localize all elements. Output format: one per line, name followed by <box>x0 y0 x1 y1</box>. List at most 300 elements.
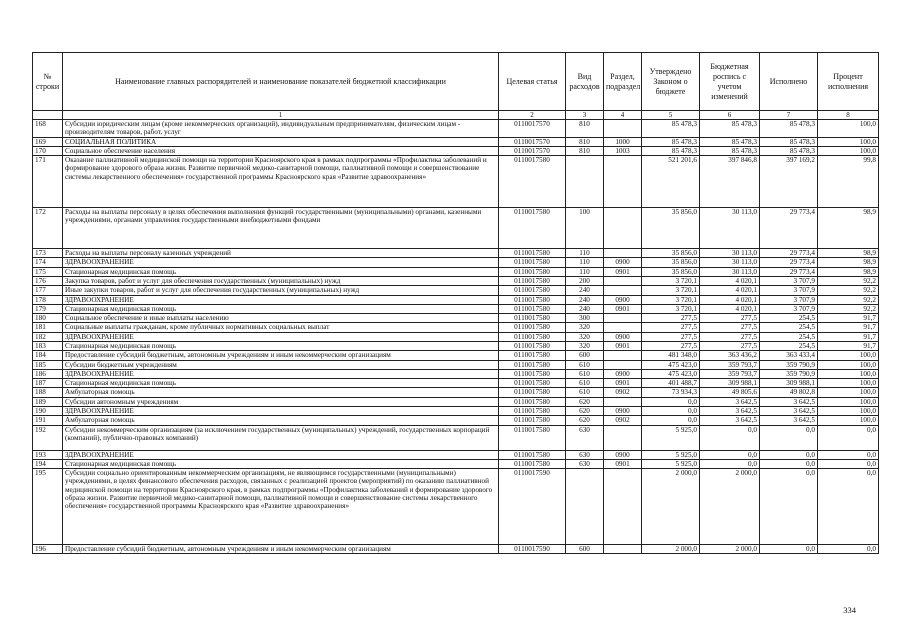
section-cell: 0901 <box>604 341 642 350</box>
budget-schedule-cell: 309 988,1 <box>700 379 760 388</box>
header-name: Наименование главных распорядителей и наименование показателей бюджетной классификации <box>63 53 499 111</box>
executed-cell: 3 642,5 <box>760 406 818 415</box>
executed-cell: 397 169,2 <box>760 156 818 208</box>
budget-schedule-cell: 3 642,5 <box>700 416 760 425</box>
executed-cell: 0,0 <box>760 425 818 450</box>
row-number-cell: 181 <box>33 323 63 332</box>
table-row <box>33 406 879 415</box>
target-article-cell: 0110017580 <box>499 323 566 332</box>
executed-cell: 359 790,9 <box>760 360 818 369</box>
percent-cell: 92,2 <box>818 304 879 313</box>
row-number-cell: 176 <box>33 277 63 286</box>
table-row <box>33 397 879 406</box>
target-article-cell: 0110017580 <box>499 277 566 286</box>
section-cell: 0901 <box>604 379 642 388</box>
percent-cell: 100,0 <box>818 416 879 425</box>
section-cell <box>604 120 642 138</box>
approved-cell: 0,0 <box>642 406 700 415</box>
column-number-row <box>33 111 879 120</box>
row-number-cell: 171 <box>33 156 63 208</box>
table-row <box>33 416 879 425</box>
approved-cell: 2 000,0 <box>642 545 700 554</box>
row-number-cell: 195 <box>33 469 63 545</box>
executed-cell: 29 773,4 <box>760 249 818 258</box>
executed-cell: 49 802,8 <box>760 388 818 397</box>
header-executed: Исполнено <box>760 53 818 111</box>
expense-type-cell: 610 <box>566 360 604 369</box>
executed-cell: 359 790,9 <box>760 369 818 378</box>
header-approved: Утверждено Законом о бюджете <box>642 53 700 111</box>
row-number-cell: 168 <box>33 120 63 138</box>
executed-cell: 29 773,4 <box>760 267 818 276</box>
table-row <box>33 258 879 267</box>
budget-schedule-cell: 359 793,7 <box>700 369 760 378</box>
column-number: 1 <box>63 111 499 120</box>
percent-cell: 0,0 <box>818 459 879 468</box>
executed-cell: 363 433,4 <box>760 351 818 360</box>
row-number-cell: 192 <box>33 425 63 450</box>
header-percent: Процент исполнения <box>818 53 879 111</box>
target-article-cell: 0110017580 <box>499 156 566 208</box>
column-number: 6 <box>700 111 760 120</box>
name-cell: Амбулаторная помощь <box>63 388 499 397</box>
target-article-cell: 0110017570 <box>499 146 566 155</box>
percent-cell: 0,0 <box>818 450 879 459</box>
executed-cell: 309 988,1 <box>760 379 818 388</box>
header-expense-type: Вид расходов <box>566 53 604 111</box>
row-number-cell: 169 <box>33 137 63 146</box>
percent-cell: 100,0 <box>818 351 879 360</box>
row-number-cell: 191 <box>33 416 63 425</box>
name-cell: Иные закупки товаров, работ и услуг для обеспечения государственных (муниципальных) нужд <box>63 286 499 295</box>
percent-cell: 91,7 <box>818 314 879 323</box>
executed-cell: 254,5 <box>760 332 818 341</box>
name-cell: Стационарная медицинская помощь <box>63 379 499 388</box>
approved-cell: 3 720,1 <box>642 304 700 313</box>
budget-schedule-cell: 30 113,0 <box>700 267 760 276</box>
target-article-cell: 0110017580 <box>499 249 566 258</box>
header-row-number: № строки <box>33 53 63 111</box>
table-row <box>33 314 879 323</box>
expense-type-cell: 610 <box>566 388 604 397</box>
approved-cell: 3 720,1 <box>642 277 700 286</box>
header-section: Раздел, подраздел <box>604 53 642 111</box>
section-cell: 0900 <box>604 369 642 378</box>
expense-type-cell: 320 <box>566 341 604 350</box>
table-row <box>33 208 879 249</box>
column-number: 4 <box>604 111 642 120</box>
target-article-cell: 0110017580 <box>499 360 566 369</box>
table-row <box>33 351 879 360</box>
approved-cell: 481 348,0 <box>642 351 700 360</box>
target-article-cell: 0110017580 <box>499 406 566 415</box>
executed-cell: 254,5 <box>760 323 818 332</box>
target-article-cell: 0110017590 <box>499 545 566 554</box>
name-cell: Субсидии юридическим лицам (кроме некоммерческих организаций), индивидуальным предпринимателям, физическим лицам - производителям товаров, работ, услуг <box>63 120 499 138</box>
target-article-cell: 0110017580 <box>499 369 566 378</box>
percent-cell: 100,0 <box>818 397 879 406</box>
executed-cell: 254,5 <box>760 341 818 350</box>
table-row <box>33 545 879 554</box>
row-number-cell: 194 <box>33 459 63 468</box>
executed-cell: 85 478,3 <box>760 146 818 155</box>
budget-schedule-cell: 2 000,0 <box>700 545 760 554</box>
section-cell: 1003 <box>604 146 642 155</box>
approved-cell: 277,5 <box>642 314 700 323</box>
percent-cell: 98,9 <box>818 208 879 249</box>
name-cell: Стационарная медицинская помощь <box>63 341 499 350</box>
approved-cell: 85 478,3 <box>642 146 700 155</box>
name-cell: Субсидии бюджетным учреждениям <box>63 360 499 369</box>
percent-cell: 92,2 <box>818 295 879 304</box>
column-number: 5 <box>642 111 700 120</box>
percent-cell: 100,0 <box>818 369 879 378</box>
percent-cell: 98,9 <box>818 249 879 258</box>
percent-cell: 0,0 <box>818 545 879 554</box>
approved-cell: 0,0 <box>642 397 700 406</box>
expense-type-cell: 630 <box>566 459 604 468</box>
table-row <box>33 137 879 146</box>
percent-cell: 91,7 <box>818 323 879 332</box>
name-cell: Предоставление субсидий бюджетным, автономным учреждениям и иным некоммерческим организациям <box>63 545 499 554</box>
section-cell: 0900 <box>604 295 642 304</box>
budget-schedule-cell: 30 113,0 <box>700 258 760 267</box>
executed-cell: 3 642,5 <box>760 416 818 425</box>
executed-cell: 29 773,4 <box>760 258 818 267</box>
name-cell: Субсидии автономным учреждениям <box>63 397 499 406</box>
name-cell: Социальное обеспечение населения <box>63 146 499 155</box>
row-number-cell: 177 <box>33 286 63 295</box>
approved-cell: 5 925,0 <box>642 459 700 468</box>
percent-cell: 0,0 <box>818 425 879 450</box>
table-body <box>33 120 879 554</box>
name-cell: Субсидии некоммерческим организациям (за исключением государственных (муниципальных) учреждений, государственных корпораций (компаний), публично-правовых компаний) <box>63 425 499 450</box>
executed-cell: 3 707,9 <box>760 286 818 295</box>
row-number-cell: 182 <box>33 332 63 341</box>
approved-cell: 401 488,7 <box>642 379 700 388</box>
approved-cell: 73 934,3 <box>642 388 700 397</box>
approved-cell: 277,5 <box>642 341 700 350</box>
section-cell: 0900 <box>604 406 642 415</box>
target-article-cell: 0110017580 <box>499 341 566 350</box>
budget-schedule-cell: 277,5 <box>700 314 760 323</box>
executed-cell: 3 707,9 <box>760 277 818 286</box>
expense-type-cell: 320 <box>566 323 604 332</box>
expense-type-cell: 110 <box>566 267 604 276</box>
target-article-cell: 0110017580 <box>499 351 566 360</box>
section-cell <box>604 314 642 323</box>
approved-cell: 85 478,3 <box>642 137 700 146</box>
column-number: 3 <box>566 111 604 120</box>
row-number-cell: 185 <box>33 360 63 369</box>
budget-schedule-cell: 30 113,0 <box>700 249 760 258</box>
table-row <box>33 304 879 313</box>
approved-cell: 521 201,6 <box>642 156 700 208</box>
approved-cell: 35 856,0 <box>642 267 700 276</box>
target-article-cell: 0110017580 <box>499 332 566 341</box>
table-row <box>33 146 879 155</box>
section-cell: 1000 <box>604 137 642 146</box>
approved-cell: 2 000,0 <box>642 469 700 545</box>
section-cell <box>604 249 642 258</box>
budget-schedule-cell: 85 478,3 <box>700 120 760 138</box>
name-cell: Стационарная медицинская помощь <box>63 304 499 313</box>
executed-cell: 3 707,9 <box>760 304 818 313</box>
name-cell: ЗДРАВООХРАНЕНИЕ <box>63 295 499 304</box>
executed-cell: 254,5 <box>760 314 818 323</box>
target-article-cell: 0110017580 <box>499 314 566 323</box>
target-article-cell: 0110017580 <box>499 295 566 304</box>
column-number <box>33 111 63 120</box>
target-article-cell: 0110017580 <box>499 379 566 388</box>
executed-cell: 85 478,3 <box>760 120 818 138</box>
executed-cell: 3 707,9 <box>760 295 818 304</box>
row-number-cell: 184 <box>33 351 63 360</box>
column-number: 7 <box>760 111 818 120</box>
expense-type-cell <box>566 156 604 208</box>
budget-schedule-cell: 3 642,5 <box>700 406 760 415</box>
expense-type-cell: 610 <box>566 369 604 378</box>
percent-cell: 99,8 <box>818 156 879 208</box>
percent-cell: 100,0 <box>818 360 879 369</box>
row-number-cell: 183 <box>33 341 63 350</box>
percent-cell: 100,0 <box>818 137 879 146</box>
budget-schedule-cell: 0,0 <box>700 459 760 468</box>
target-article-cell: 0110017580 <box>499 258 566 267</box>
percent-cell: 91,7 <box>818 332 879 341</box>
budget-schedule-cell: 30 113,0 <box>700 208 760 249</box>
row-number-cell: 174 <box>33 258 63 267</box>
row-number-cell: 193 <box>33 450 63 459</box>
table-row <box>33 369 879 378</box>
name-cell: Расходы на выплаты персоналу казенных учреждений <box>63 249 499 258</box>
table-row <box>33 295 879 304</box>
row-number-cell: 196 <box>33 545 63 554</box>
name-cell: ЗДРАВООХРАНЕНИЕ <box>63 332 499 341</box>
row-number-cell: 179 <box>33 304 63 313</box>
budget-schedule-cell: 277,5 <box>700 341 760 350</box>
column-number: 2 <box>499 111 566 120</box>
budget-schedule-cell: 85 478,3 <box>700 146 760 155</box>
target-article-cell: 0110017580 <box>499 450 566 459</box>
row-number-cell: 180 <box>33 314 63 323</box>
name-cell: Социальные выплаты гражданам, кроме публичных нормативных социальных выплат <box>63 323 499 332</box>
table-row <box>33 360 879 369</box>
executed-cell: 0,0 <box>760 469 818 545</box>
approved-cell: 3 720,1 <box>642 295 700 304</box>
section-cell <box>604 286 642 295</box>
executed-cell: 0,0 <box>760 459 818 468</box>
budget-schedule-cell: 4 020,1 <box>700 277 760 286</box>
row-number-cell: 178 <box>33 295 63 304</box>
target-article-cell: 0110017580 <box>499 208 566 249</box>
expense-type-cell: 810 <box>566 137 604 146</box>
section-cell <box>604 360 642 369</box>
expense-type-cell: 600 <box>566 545 604 554</box>
target-article-cell: 0110017580 <box>499 286 566 295</box>
percent-cell: 92,2 <box>818 286 879 295</box>
expense-type-cell: 300 <box>566 314 604 323</box>
executed-cell: 3 642,5 <box>760 397 818 406</box>
row-number-cell: 188 <box>33 388 63 397</box>
expense-type-cell <box>566 469 604 545</box>
name-cell: ЗДРАВООХРАНЕНИЕ <box>63 406 499 415</box>
row-number-cell: 170 <box>33 146 63 155</box>
table-row <box>33 459 879 468</box>
percent-cell: 100,0 <box>818 388 879 397</box>
expense-type-cell: 240 <box>566 286 604 295</box>
name-cell: СОЦИАЛЬНАЯ ПОЛИТИКА <box>63 137 499 146</box>
section-cell <box>604 425 642 450</box>
table-header-row <box>33 53 879 111</box>
percent-cell: 91,7 <box>818 341 879 350</box>
section-cell <box>604 397 642 406</box>
budget-schedule-cell: 359 793,7 <box>700 360 760 369</box>
approved-cell: 35 856,0 <box>642 208 700 249</box>
budget-schedule-cell: 277,5 <box>700 323 760 332</box>
row-number-cell: 173 <box>33 249 63 258</box>
name-cell: ЗДРАВООХРАНЕНИЕ <box>63 450 499 459</box>
row-number-cell: 187 <box>33 379 63 388</box>
budget-schedule-cell: 277,5 <box>700 332 760 341</box>
name-cell: Стационарная медицинская помощь <box>63 459 499 468</box>
column-number: 8 <box>818 111 879 120</box>
budget-schedule-cell: 0,0 <box>700 450 760 459</box>
expense-type-cell: 200 <box>566 277 604 286</box>
row-number-cell: 186 <box>33 369 63 378</box>
approved-cell: 5 925,0 <box>642 450 700 459</box>
expense-type-cell: 620 <box>566 397 604 406</box>
table-row <box>33 379 879 388</box>
percent-cell: 92,2 <box>818 277 879 286</box>
approved-cell: 3 720,1 <box>642 286 700 295</box>
expense-type-cell: 100 <box>566 208 604 249</box>
header-budget-schedule: Бюджетная роспись с учетом изменений <box>700 53 760 111</box>
expense-type-cell: 810 <box>566 120 604 138</box>
budget-schedule-cell: 397 846,8 <box>700 156 760 208</box>
executed-cell: 29 773,4 <box>760 208 818 249</box>
approved-cell: 277,5 <box>642 323 700 332</box>
percent-cell: 0,0 <box>818 469 879 545</box>
row-number-cell: 189 <box>33 397 63 406</box>
table-row <box>33 323 879 332</box>
expense-type-cell: 600 <box>566 351 604 360</box>
approved-cell: 277,5 <box>642 332 700 341</box>
header-target-article: Целевая статья <box>499 53 566 111</box>
budget-schedule-cell: 49 805,6 <box>700 388 760 397</box>
section-cell <box>604 277 642 286</box>
target-article-cell: 0110017580 <box>499 397 566 406</box>
approved-cell: 475 423,0 <box>642 360 700 369</box>
budget-schedule-cell: 4 020,1 <box>700 304 760 313</box>
section-cell: 0900 <box>604 450 642 459</box>
executed-cell: 0,0 <box>760 450 818 459</box>
approved-cell: 35 856,0 <box>642 249 700 258</box>
percent-cell: 100,0 <box>818 120 879 138</box>
section-cell: 0902 <box>604 416 642 425</box>
name-cell: ЗДРАВООХРАНЕНИЕ <box>63 258 499 267</box>
section-cell: 0901 <box>604 304 642 313</box>
table-row <box>33 332 879 341</box>
approved-cell: 475 423,0 <box>642 369 700 378</box>
row-number-cell: 172 <box>33 208 63 249</box>
target-article-cell: 0110017580 <box>499 304 566 313</box>
name-cell: Оказание паллиативной медицинской помощи на территории Красноярского края в рамках подпрограммы «Профилактика заболеваний и формирование здорового образа жизни. Развитие первичной медико-санитарной помощи, паллиативной помощи и совершенствование системы лекарственного обеспечения» государственной программы Красноярского края «Развитие здравоохранения» <box>63 156 499 208</box>
approved-cell: 0,0 <box>642 416 700 425</box>
approved-cell: 35 856,0 <box>642 258 700 267</box>
expense-type-cell: 110 <box>566 249 604 258</box>
section-cell <box>604 323 642 332</box>
percent-cell: 98,9 <box>818 267 879 276</box>
budget-schedule-cell: 85 478,3 <box>700 137 760 146</box>
table-row <box>33 120 879 138</box>
table-row <box>33 469 879 545</box>
target-article-cell: 0110017580 <box>499 267 566 276</box>
target-article-cell: 0110017580 <box>499 416 566 425</box>
page-number: 334 <box>843 605 856 615</box>
section-cell <box>604 469 642 545</box>
table-row <box>33 156 879 208</box>
budget-schedule-cell: 3 642,5 <box>700 397 760 406</box>
section-cell <box>604 156 642 208</box>
target-article-cell: 0110017580 <box>499 388 566 397</box>
table-row <box>33 277 879 286</box>
expense-type-cell: 630 <box>566 450 604 459</box>
section-cell: 0900 <box>604 258 642 267</box>
budget-schedule-cell: 363 436,2 <box>700 351 760 360</box>
section-cell <box>604 545 642 554</box>
target-article-cell: 0110017580 <box>499 459 566 468</box>
name-cell: Расходы на выплаты персоналу в целях обеспечения выполнения функций государственными (муниципальными) органами, казенными учреждениями, органами управления государственными внебюджетными фондами <box>63 208 499 249</box>
name-cell: Закупка товаров, работ и услуг для обеспечения государственных (муниципальных) нужд <box>63 277 499 286</box>
name-cell: Амбулаторная помощь <box>63 416 499 425</box>
budget-table <box>32 52 879 554</box>
section-cell: 0902 <box>604 388 642 397</box>
section-cell: 0901 <box>604 459 642 468</box>
name-cell: Социальное обеспечение и иные выплаты населению <box>63 314 499 323</box>
budget-schedule-cell: 4 020,1 <box>700 295 760 304</box>
target-article-cell: 0110017570 <box>499 120 566 138</box>
expense-type-cell: 810 <box>566 146 604 155</box>
table-row <box>33 249 879 258</box>
table-row <box>33 450 879 459</box>
approved-cell: 85 478,3 <box>642 120 700 138</box>
expense-type-cell: 620 <box>566 406 604 415</box>
budget-schedule-cell: 4 020,1 <box>700 286 760 295</box>
section-cell <box>604 208 642 249</box>
expense-type-cell: 240 <box>566 295 604 304</box>
target-article-cell: 0110017590 <box>499 469 566 545</box>
row-number-cell: 175 <box>33 267 63 276</box>
executed-cell: 0,0 <box>760 545 818 554</box>
budget-schedule-cell: 0,0 <box>700 425 760 450</box>
percent-cell: 100,0 <box>818 406 879 415</box>
table-row <box>33 341 879 350</box>
expense-type-cell: 610 <box>566 379 604 388</box>
expense-type-cell: 240 <box>566 304 604 313</box>
executed-cell: 85 478,3 <box>760 137 818 146</box>
name-cell: Субсидии социально ориентированным некоммерческим организациям, не являющимся государственными (муниципальными) учреждениями, в целях финансового обеспечения расходов, связанных с реализацией проектов (мероприятий) по оказанию паллиативной медицинской помощи на территории Красноярского края, в рамках подпрограммы «Профилактика заболеваний и формирование здорового образа жизни. Развитие первичной медико-санитарной помощи, паллиативной помощи и совершенствование системы лекарственного обеспечения» государственной программы Красноярского края «Развитие здравоохранения» <box>63 469 499 545</box>
target-article-cell: 0110017570 <box>499 137 566 146</box>
table-row <box>33 286 879 295</box>
section-cell: 0900 <box>604 332 642 341</box>
row-number-cell: 190 <box>33 406 63 415</box>
table-row <box>33 267 879 276</box>
name-cell: Предоставление субсидий бюджетным, автономным учреждениям и иным некоммерческим организациям <box>63 351 499 360</box>
expense-type-cell: 320 <box>566 332 604 341</box>
name-cell: ЗДРАВООХРАНЕНИЕ <box>63 369 499 378</box>
table-row <box>33 425 879 450</box>
